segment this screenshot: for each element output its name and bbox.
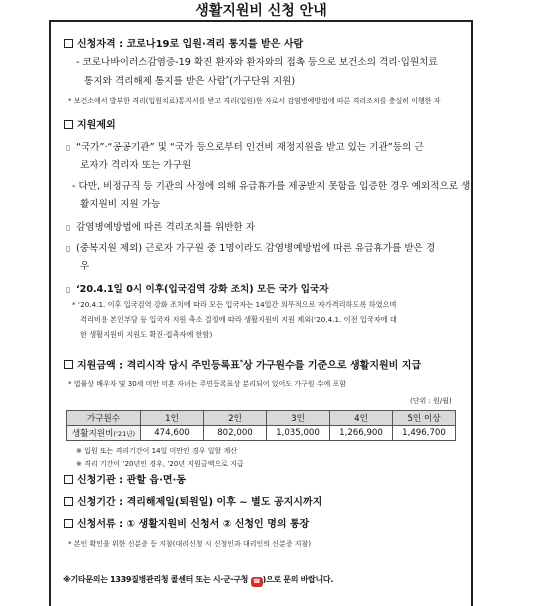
checkbox-icon: [64, 360, 73, 369]
table-cell: 1,035,000: [267, 426, 330, 441]
amount-unit: (단위 : 원/월): [410, 397, 452, 405]
checkbox-icon: [64, 497, 73, 506]
exclusions-heading: [64, 120, 116, 132]
agency-heading: [64, 475, 186, 487]
bullet-icon: ▯: [66, 285, 71, 294]
table-header-cell: 1인: [141, 411, 204, 426]
period-heading-text: 신청기간 : 격리해제일(퇴원일) 이후 ~ 별도 공지시까지: [77, 497, 323, 508]
row-label-small: (’21년): [113, 430, 136, 438]
eligibility-heading: [64, 39, 303, 51]
eligibility-detail-1: - 코로나바이러스감염증-19 확진 환자와 환자와의 접촉 등으로 보건소의 격리·입원치료: [76, 57, 438, 68]
eligibility-detail-2: [84, 75, 295, 88]
exclusion-item-3-line1: (중복지원 제외) 근로자 가구원 중 1명이라도 감염병예방법에 따른 유급휴가를 받은 경: [76, 243, 436, 254]
table-header-cell: 2인: [204, 411, 267, 426]
table-header-cell: 가구원수: [67, 411, 141, 426]
amount-heading: [64, 359, 421, 372]
exclusion-item-1-sub2: 활지원비 지원 가능: [80, 199, 161, 210]
footer-text-b: )으로 문의 바랍니다.: [262, 575, 334, 584]
support-amount-table: [66, 410, 456, 441]
row-label-text: 생활지원비: [71, 429, 114, 439]
amount-note-3: ※ 격리 기간이 ’20년인 경우, ’20년 지원금액으로 지급: [76, 460, 244, 468]
exclusion-item-4-note2: 격리비용 본인부담 등 입국자 지원 축소 결정에 따라 생활지원비 지원 제외(‘20.4.1. 이전 입국자에 대: [80, 315, 397, 324]
eligibility-detail-2-text: 통지와 격리해제 통지를 받은 사람: [84, 76, 226, 88]
exclusion-item-4-text: ‘20.4.1일 0시 이후(입국검역 강화 조치) 모든 국가 입국자: [76, 284, 329, 295]
table-row: [67, 426, 456, 441]
table-cell: 802,000: [204, 426, 267, 441]
agency-heading-text: 신청기관 : 관할 읍·면·동: [77, 475, 186, 486]
page-title: 생활지원비 신청 안내: [49, 0, 473, 22]
exclusion-item-3: [66, 243, 435, 255]
exclusion-item-4: [66, 284, 329, 296]
footer-text-a: ※기타문의는 1339질병관리청 콜센터 또는 시·군·구청: [63, 575, 249, 584]
checkbox-icon: [64, 519, 73, 528]
footer-contact: [63, 575, 333, 587]
exclusions-heading-text: 지원제외: [77, 120, 116, 131]
bullet-icon: ▯: [66, 223, 71, 232]
table-header-cell: 5인 이상: [393, 411, 456, 426]
exclusion-item-4-note3: 한 생활지원비 지원도 확진·접촉자에 한함): [80, 330, 213, 339]
checkbox-icon: [64, 39, 73, 48]
amount-heading-b: 상 가구원수를 기준으로 생활지원비 지급: [242, 360, 422, 372]
eligibility-note: * 보건소에서 발부한 격리(입원치료)통지서를 받고 격리(입원)한 자로서 감염병예방법에 따른 격리조치를 충실히 이행한 자: [68, 97, 441, 105]
documents-note: * 본인 확인을 위한 신분증 등 지참(대리신청 시 신청인과 대리인의 신분증 지참): [68, 540, 312, 548]
exclusion-item-1-line1: “국가”·“공공기관” 및 “국가 등으로부터 인건비 재정지원을 받고 있는 기관”등의 근: [76, 142, 424, 153]
exclusion-item-1-line2: 로자가 격리자 또는 가구원: [80, 160, 192, 171]
table-row-label: [67, 426, 141, 441]
exclusion-item-2: [66, 222, 255, 234]
table-header-cell: 4인: [330, 411, 393, 426]
amount-note: * 법률상 배우자 및 30세 미만 미혼 자녀는 주민등록표상 분리되어 있어도 가구원 수에 포함: [68, 380, 347, 388]
exclusion-item-3-line2: 우: [80, 261, 90, 272]
table-cell: 1,266,900: [330, 426, 393, 441]
checkbox-icon: [64, 475, 73, 484]
eligibility-detail-2-sup: *: [225, 75, 229, 82]
exclusion-item-1: [66, 142, 424, 154]
bullet-icon: ▯: [66, 143, 71, 152]
exclusion-item-4-note1: * ‘20.4.1. 이후 입국검역 강화 조치에 따라 모든 입국자는 14일간 의무적으로 자가격리하도록 하였으며: [72, 300, 397, 309]
table-header-cell: 3인: [267, 411, 330, 426]
exclusion-item-1-sub1: - 다만, 비정규직 등 기관의 사정에 의해 유급휴가를 제공받지 못함을 입증한 경우 예외적으로 생: [72, 181, 471, 192]
eligibility-heading-text: 신청자격 : 코로나19로 입원·격리 통지를 받은 사람: [77, 39, 304, 50]
period-heading: [64, 497, 322, 509]
bullet-icon: ▯: [66, 244, 71, 253]
table-header-row: [67, 411, 456, 426]
exclusion-item-2-text: 감염병예방법에 따른 격리조치를 위반한 자: [76, 222, 256, 233]
table-cell: 474,600: [141, 426, 204, 441]
eligibility-detail-2-tail: (가구단위 지원): [228, 76, 296, 88]
amount-note-2: ※ 입원 또는 격리기간이 14일 미만인 경우 일할 계산: [76, 447, 238, 455]
checkbox-icon: [64, 120, 73, 129]
documents-heading-text: 신청서류 : ① 생활지원비 신청서 ② 신청인 명의 통장: [77, 519, 310, 530]
documents-heading: [64, 519, 309, 531]
phone-badge-icon: ☎: [251, 577, 263, 587]
amount-heading-sup: *: [239, 359, 243, 366]
amount-heading-a: 지원금액 : 격리시작 당시 주민등록표: [77, 360, 240, 372]
table-cell: 1,496,700: [393, 426, 456, 441]
